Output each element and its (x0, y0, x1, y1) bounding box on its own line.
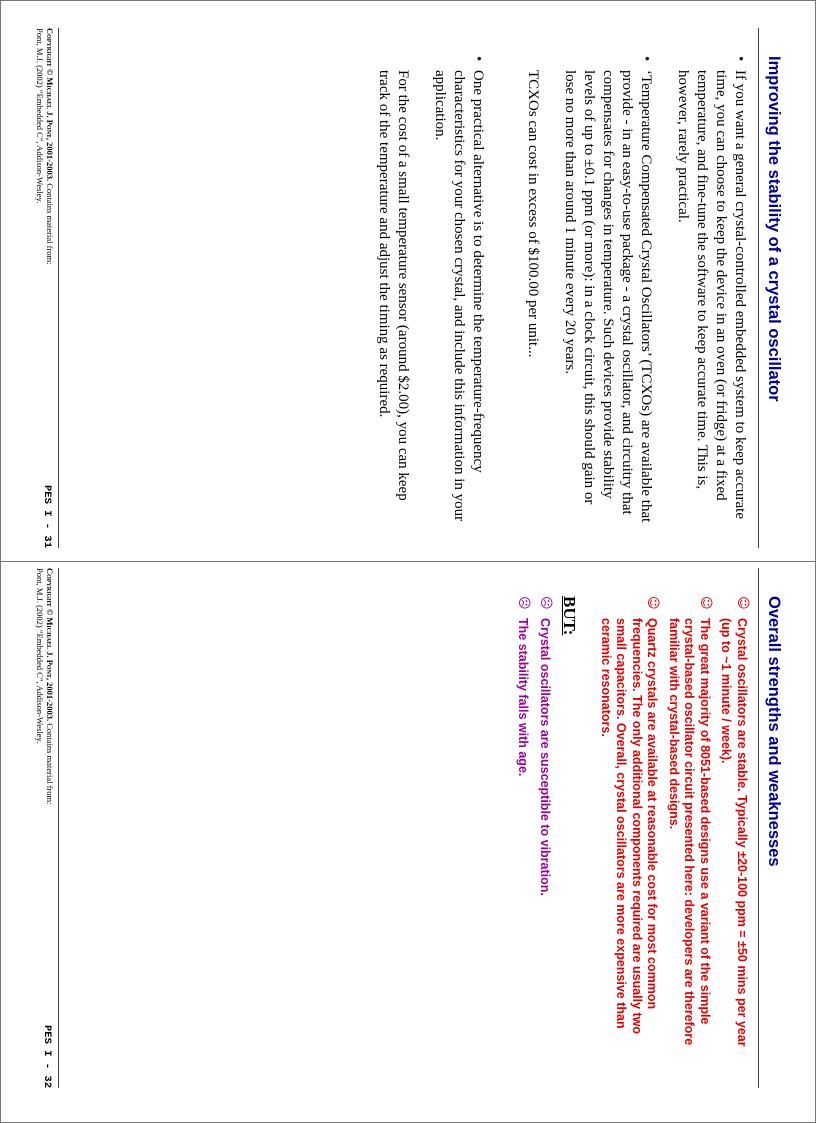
page-number: PES I - 31 (41, 484, 53, 548)
frown-icon: ☹ (516, 596, 532, 610)
footer-rule (58, 568, 59, 1088)
smiley-icon: ☺ (735, 596, 750, 610)
bullet-icon: • (638, 56, 654, 62)
bullet-text: If you want a general crystal-controlled embedded system to keep accurate time, you can choose to keep the device in an oven (or fridge) at a fixed temperature, and fine-tune the software to keep accurate time. This is, however, rarely practical. (675, 70, 748, 519)
bullet-oven (673, 56, 749, 526)
footer-copyright: Copyright © Michael J. Pont, 2001-2003. Contains material from: Pont, M.J. (2002) “Embedded C”, Addison-Wesley. (35, 568, 55, 805)
bullet-text: ‘Temperature Compensated Crystal Oscillators’ (TCXOs) are available that provide - in an easy-to-use package - a crystal oscillator, and circuitry that compensates for changes in temperature. Such devices provide stability levels of up to ±0.1 ppm (or more): in a clock circuit, this should gain or lose no more than around 1 minute every 20 years. (562, 70, 654, 523)
title-rule (758, 568, 759, 1088)
bullet-alternative (430, 56, 487, 526)
slide-body (374, 56, 749, 526)
tcxo-cost-note: TCXOs can cost in excess of $100.00 per unit... (525, 70, 541, 358)
footer-copyright: Copyright © Michael J. Pont, 2001-2003. Contains material from: Pont, M.J. (2002) “Embedded C”, Addison-Wesley. (35, 28, 55, 265)
weakness-age: ☹ The stability falls with age. (516, 596, 532, 777)
slide-body (515, 596, 749, 1066)
but-label: BUT: (560, 596, 580, 636)
slide-title: Improving the stability of a crystal oscillator (765, 56, 783, 402)
slide-31 (29, 28, 789, 548)
smiley-icon: ☺ (698, 596, 713, 610)
title-rule (758, 28, 759, 548)
bullet-icon: • (470, 56, 486, 62)
frown-icon: ☹ (538, 596, 553, 610)
sensor-cost-note: For the cost of a small temperature sensor (around $2.00), you can keep track of the temperature and adjust the timing as required. (376, 70, 411, 501)
footer-rule (58, 28, 59, 548)
bullet-text: One practical alternative is to determine the temperature-frequency characteristics for your chosen crystal, and include this information in your application. (432, 70, 486, 522)
slide-32 (29, 568, 789, 1088)
strength-cost: ☺ Quartz crystals are available at reasonable cost for most common frequencies. The only additional components required are usually two small capacitors. Overall, crystal oscillators are more expensive than ceramic resonators. (599, 596, 661, 1035)
smiley-icon: ☺ (645, 596, 661, 610)
bullet-icon: • (732, 56, 748, 62)
strength-familiar: ☺ The great majority of 8051-based designs use a variant of the simple crystal-based oscillator circuit presented here: developers are therefore familiar with crystal-based designs. (667, 596, 713, 1046)
strength-stable: ☺ Crystal oscillators are stable. Typically ±20-100 ppm = ±50 mins per year (up to ~1 minute / week). (719, 596, 750, 1047)
weakness-vibration: ☹ Crystal oscillators are susceptible to vibration. (538, 596, 553, 896)
slide-title: Overall strengths and weaknesses (765, 596, 783, 867)
page-number: PES I - 32 (41, 1024, 53, 1088)
slide-divider (1, 561, 816, 562)
bullet-tcxo (560, 56, 655, 526)
